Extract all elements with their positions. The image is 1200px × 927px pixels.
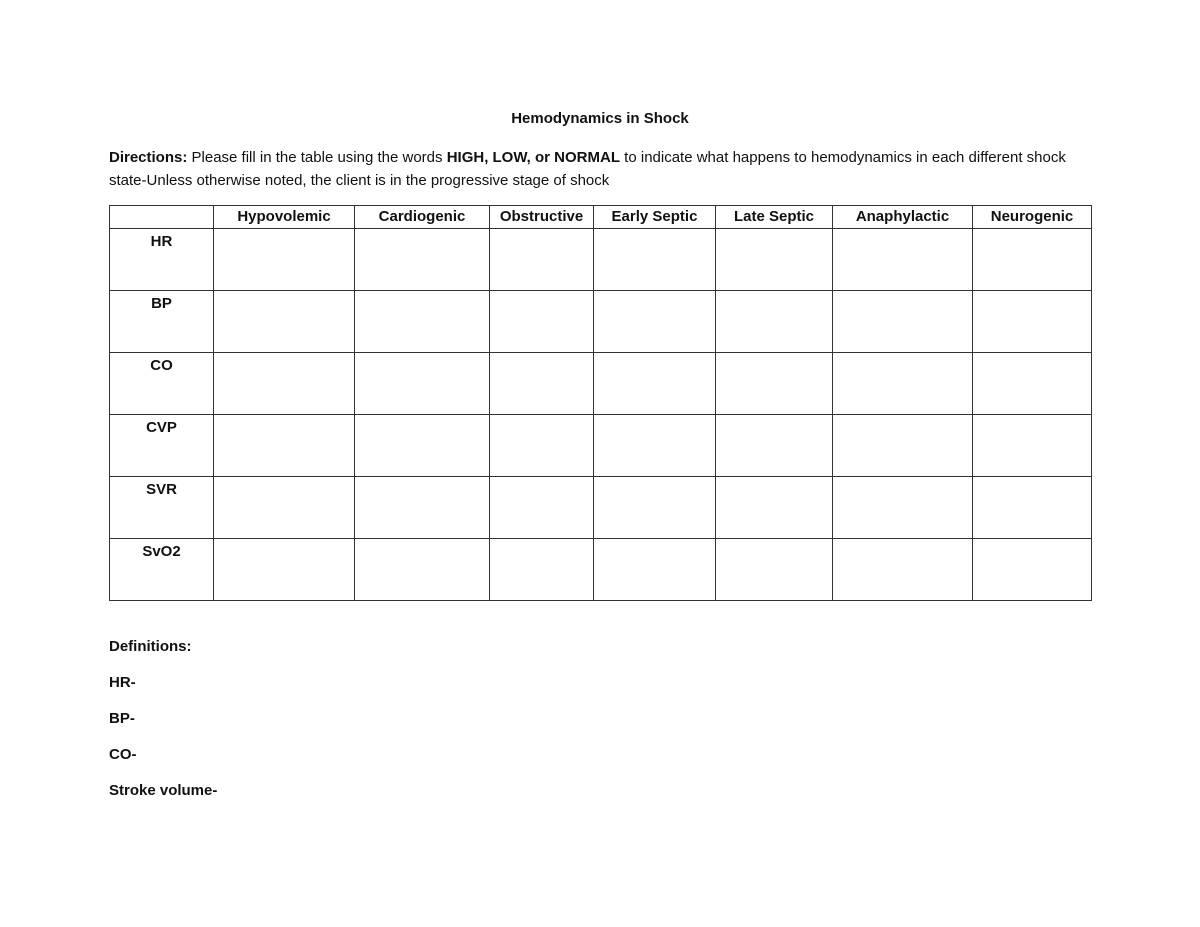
- row-header-svr: SVR: [110, 477, 214, 539]
- table-cell[interactable]: [490, 291, 594, 353]
- table-row: [110, 477, 1092, 539]
- definition-bp: BP-: [109, 710, 135, 727]
- table-cell[interactable]: [490, 415, 594, 477]
- table-cell[interactable]: [973, 353, 1092, 415]
- table-cell[interactable]: [973, 415, 1092, 477]
- directions-label: Directions:: [109, 149, 188, 166]
- table-row: [110, 229, 1092, 291]
- table-cell[interactable]: [355, 353, 490, 415]
- table-cell[interactable]: [594, 291, 716, 353]
- table-cell[interactable]: [214, 229, 355, 291]
- row-header-hr: HR: [110, 229, 214, 291]
- table-cell[interactable]: [214, 415, 355, 477]
- directions-paragraph: [109, 146, 1069, 192]
- table-cell[interactable]: [973, 539, 1092, 601]
- table-cell[interactable]: [594, 229, 716, 291]
- table-cell[interactable]: [833, 229, 973, 291]
- table-cell[interactable]: [833, 415, 973, 477]
- table-cell[interactable]: [716, 291, 833, 353]
- table-cell[interactable]: [833, 353, 973, 415]
- table-cell[interactable]: [355, 291, 490, 353]
- table-cell[interactable]: [973, 477, 1092, 539]
- table-cell[interactable]: [594, 353, 716, 415]
- table-row: [110, 353, 1092, 415]
- table-cell[interactable]: [355, 229, 490, 291]
- table-cell[interactable]: [594, 415, 716, 477]
- table-cell[interactable]: [214, 291, 355, 353]
- page-title: Hemodynamics in Shock: [511, 110, 689, 127]
- column-header-late-septic: Late Septic: [716, 206, 833, 229]
- table-cell[interactable]: [716, 229, 833, 291]
- directions-keywords: HIGH, LOW, or NORMAL: [446, 149, 621, 166]
- column-header-cardiogenic: Cardiogenic: [355, 206, 490, 229]
- table-cell[interactable]: [490, 229, 594, 291]
- row-header-bp: BP: [110, 291, 214, 353]
- table-cell[interactable]: [973, 229, 1092, 291]
- table-cell[interactable]: [594, 539, 716, 601]
- table-row: [110, 291, 1092, 353]
- table-cell[interactable]: [594, 477, 716, 539]
- table-cell[interactable]: [973, 291, 1092, 353]
- definition-hr: HR-: [109, 674, 136, 691]
- column-header-anaphylactic: Anaphylactic: [833, 206, 973, 229]
- definition-co: CO-: [109, 746, 137, 763]
- table-row: [110, 415, 1092, 477]
- table-cell[interactable]: [716, 415, 833, 477]
- table-cell[interactable]: [490, 477, 594, 539]
- table-cell[interactable]: [833, 477, 973, 539]
- row-header-co: CO: [110, 353, 214, 415]
- column-header-neurogenic: Neurogenic: [973, 206, 1092, 229]
- table-cell[interactable]: [355, 539, 490, 601]
- column-header-early-septic: Early Septic: [594, 206, 716, 229]
- table-cell[interactable]: [833, 291, 973, 353]
- table-header-row: [110, 206, 1092, 229]
- directions-text-before: Please fill in the table using the words: [187, 149, 447, 166]
- definitions-section: [109, 636, 217, 816]
- table-cell[interactable]: [355, 415, 490, 477]
- table-cell[interactable]: [716, 353, 833, 415]
- column-header-obstructive: Obstructive: [490, 206, 594, 229]
- table-cell[interactable]: [716, 477, 833, 539]
- table-cell[interactable]: [716, 539, 833, 601]
- table-cell[interactable]: [355, 477, 490, 539]
- table-cell[interactable]: [833, 539, 973, 601]
- definition-stroke-volume: Stroke volume-: [109, 782, 218, 799]
- table-row: [110, 539, 1092, 601]
- column-header-empty: [110, 206, 214, 229]
- hemodynamics-table: [109, 205, 1092, 601]
- table-cell[interactable]: [214, 539, 355, 601]
- table-cell[interactable]: [214, 477, 355, 539]
- table-cell[interactable]: [214, 353, 355, 415]
- directions-text-after: to indicate what happens to hemodynamics in each different shock state-Unless otherwise noted, the client is in the progressive stage of shock: [109, 149, 1066, 189]
- table-cell[interactable]: [490, 353, 594, 415]
- column-header-hypovolemic: Hypovolemic: [214, 206, 355, 229]
- row-header-svo2: SvO2: [110, 539, 214, 601]
- row-header-cvp: CVP: [110, 415, 214, 477]
- definitions-heading: Definitions:: [109, 638, 192, 655]
- table-cell[interactable]: [490, 539, 594, 601]
